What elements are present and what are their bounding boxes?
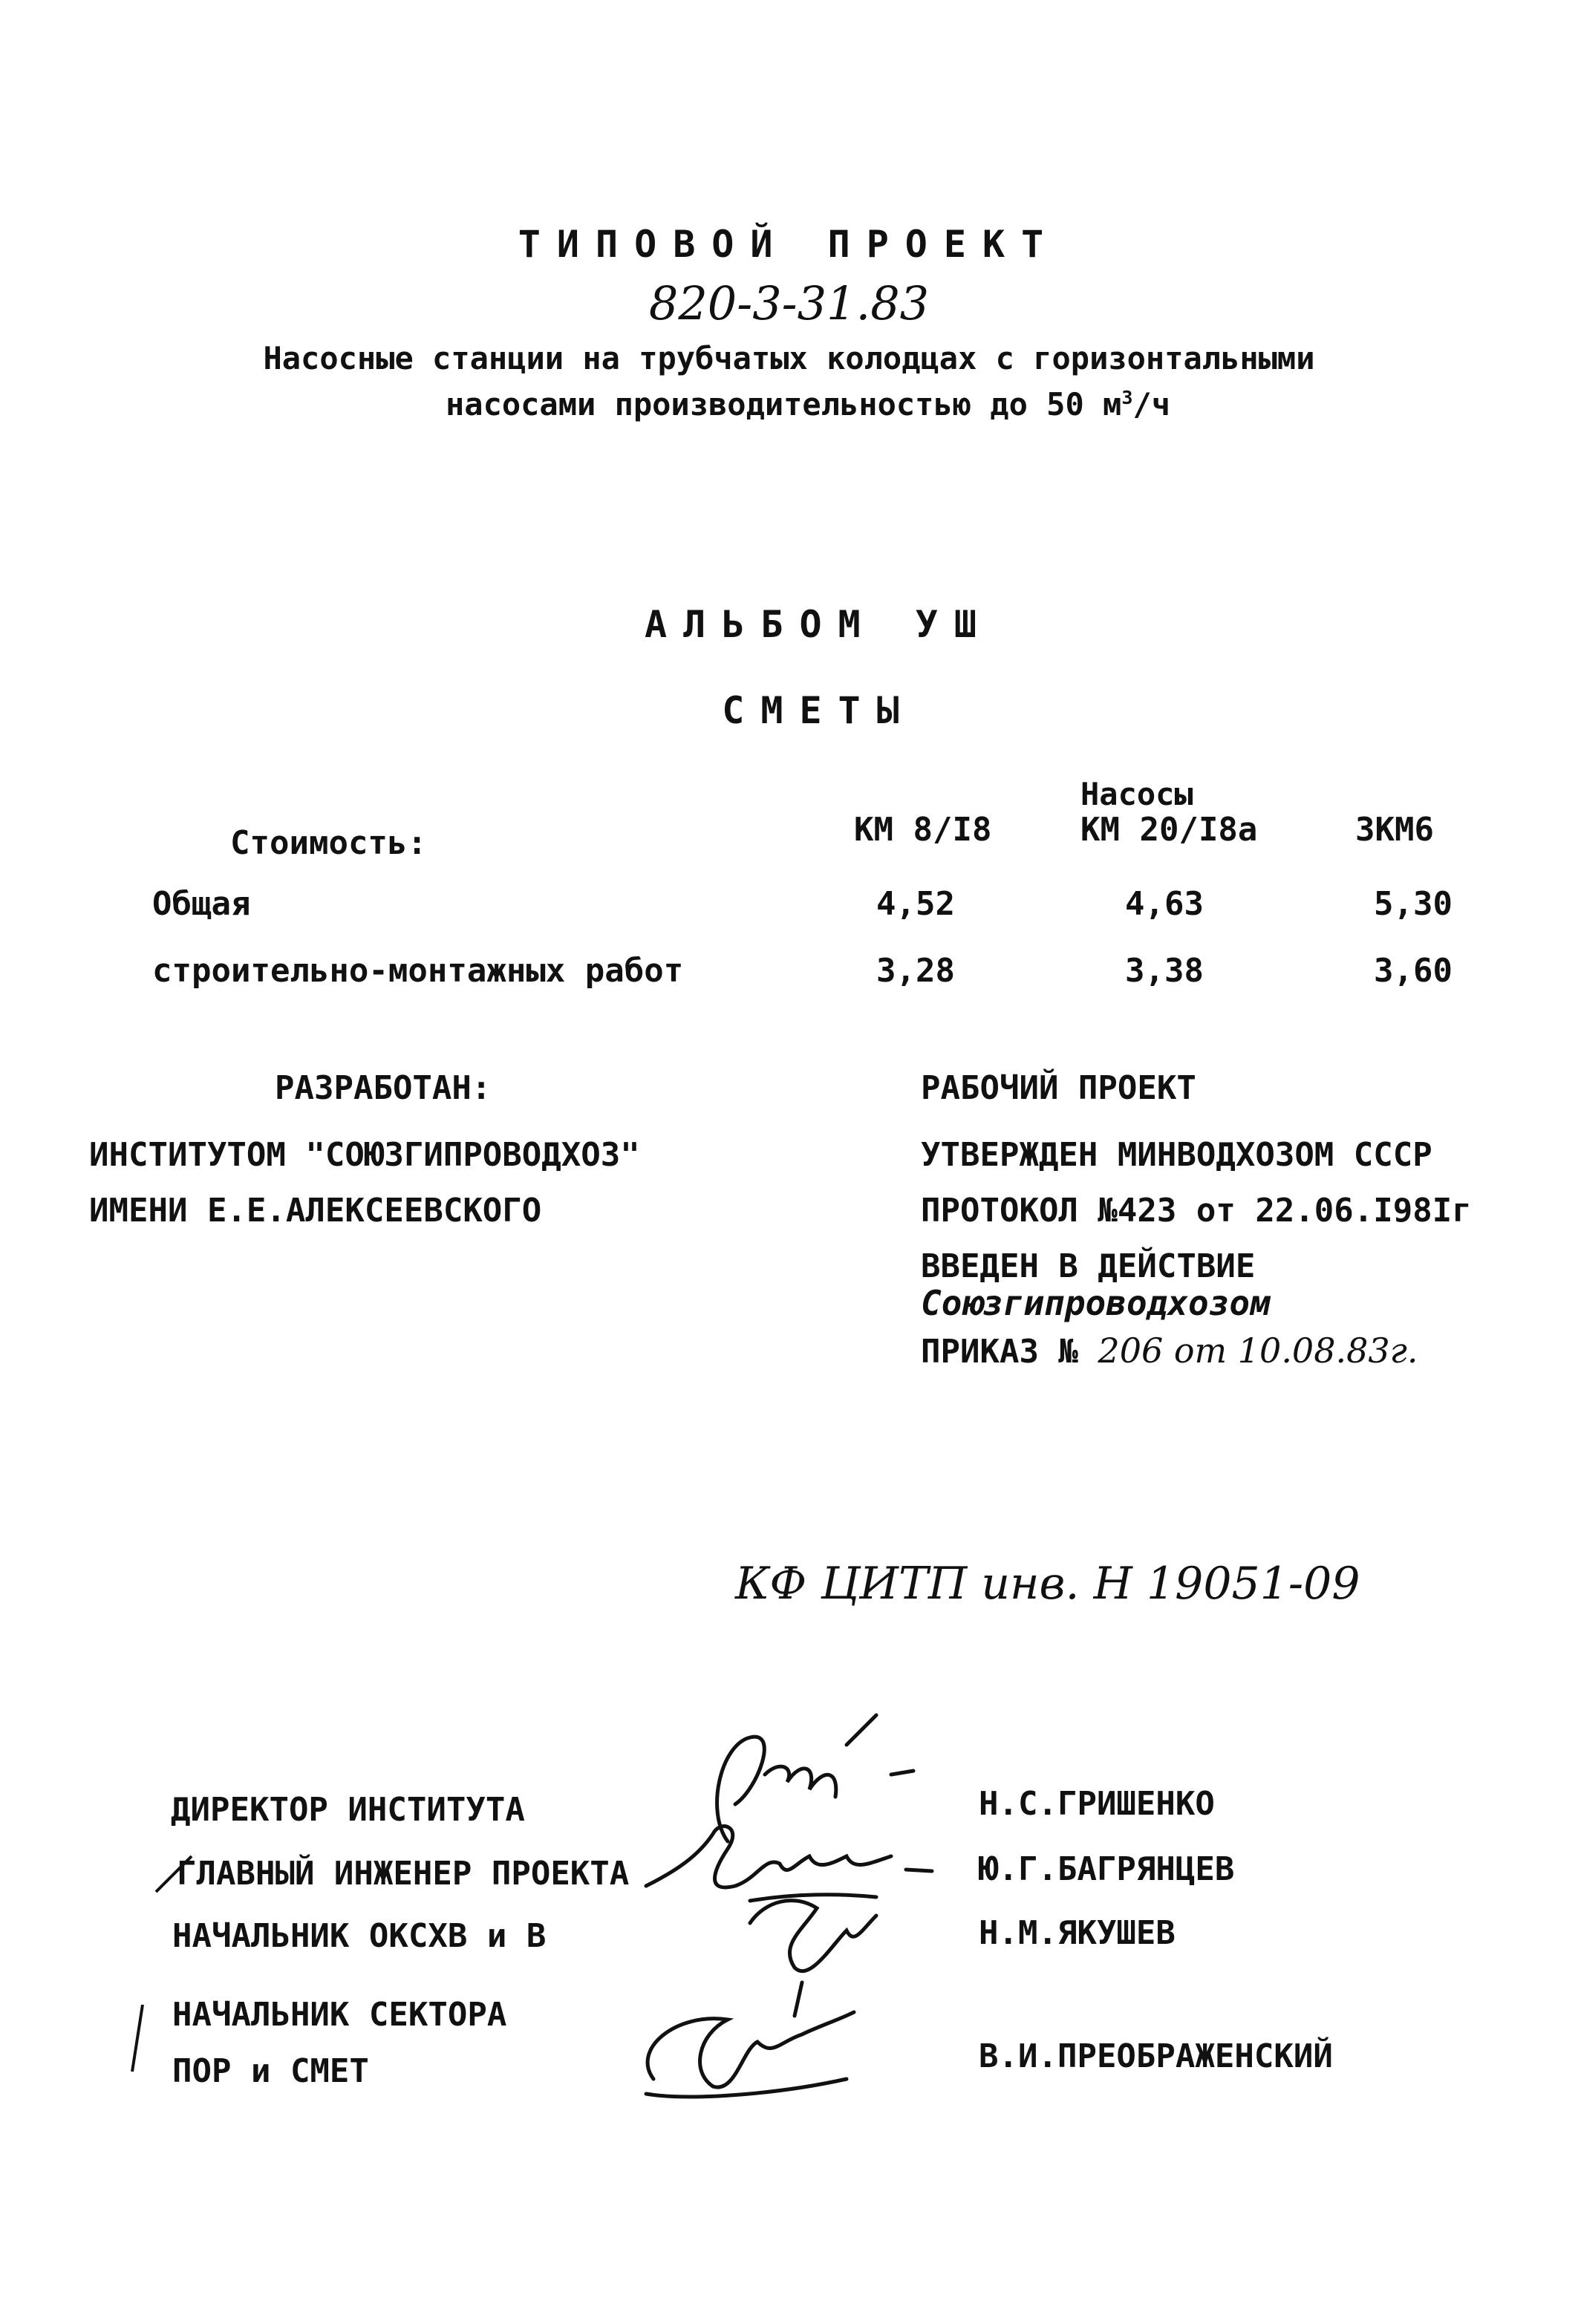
document-title: ТИПОВОЙ ПРОЕКТ — [518, 223, 1060, 266]
cost-value: 4,52 — [876, 885, 955, 923]
approval-line2: ПРОТОКОЛ №423 от 22.06.I98Iг — [921, 1192, 1472, 1230]
album-label: АЛЬБОМ УШ — [645, 603, 993, 646]
signatory-name-chief-engineer: Ю.Г.БАГРЯНЦЕВ — [979, 1850, 1235, 1888]
cost-row-label-total: Общая — [152, 885, 251, 923]
album-subtitle: СМЕТЫ — [722, 689, 916, 732]
developer-line2: ИМЕНИ Е.Е.АЛЕКСЕЕВСКОГО — [89, 1192, 542, 1230]
signatory-name-head-sector: В.И.ПРЕОБРАЖЕНСКИЙ — [979, 2037, 1333, 2075]
developer-line1: ИНСТИТУТОМ "СОЮЗГИПРОВОДХОЗ" — [89, 1136, 640, 1174]
signature-head-sector — [631, 1982, 899, 2116]
signatory-name-head-oksxv: Н.М.ЯКУШЕВ — [979, 1914, 1176, 1952]
signatory-name-director: Н.С.ГРИШЕНКО — [979, 1785, 1215, 1823]
signatory-role-head-sector-line2: ПОР и СМЕТ — [172, 2052, 369, 2090]
cost-value: 5,30 — [1374, 885, 1453, 923]
tick-mark — [132, 2005, 143, 2072]
cost-value: 3,38 — [1125, 952, 1204, 990]
developer-heading: РАЗРАБОТАН: — [275, 1069, 492, 1107]
approval-line4-handwritten: Союзгипроводхозом — [921, 1283, 1271, 1323]
signatory-role-chief-engineer: ГЛАВНЫЙ ИНЖЕНЕР ПРОЕКТА — [177, 1855, 630, 1893]
description-line2-superscript: 3 — [1121, 387, 1133, 408]
cost-row-label-construction: строительно-монтажных работ — [152, 952, 684, 990]
signatory-role-director: ДИРЕКТОР ИНСТИТУТА — [171, 1791, 525, 1829]
order-number-handwritten: 206 от 10.08.83г. — [1098, 1331, 1418, 1371]
cost-value: 3,60 — [1374, 952, 1453, 990]
signatory-role-head-oksxv: НАЧАЛЬНИК ОКСХВ и В — [172, 1917, 547, 1955]
cost-row-header: Стоимость: — [230, 824, 427, 862]
approval-line3: ВВЕДЕН В ДЕЙСТВИЕ — [921, 1247, 1256, 1285]
description-line2-unit: /ч — [1132, 386, 1171, 422]
cost-value: 4,63 — [1125, 885, 1204, 923]
description-line2-text: насосами производительностью до 50 м — [446, 386, 1122, 422]
inventory-note: КФ ЦИТП инв. Н 19051-09 — [735, 1558, 1360, 1610]
cost-value: 3,28 — [876, 952, 955, 990]
approval-line5 — [921, 1331, 1418, 1371]
approval-heading: РАБОЧИЙ ПРОЕКТ — [921, 1069, 1196, 1107]
approval-line1: УТВЕРЖДЕН МИНВОДХОЗОМ СССР — [921, 1136, 1432, 1174]
column-header-3km6: 3КМ6 — [1355, 811, 1434, 849]
signatory-role-head-sector-line1: НАЧАЛЬНИК СЕКТОРА — [172, 1996, 507, 2034]
project-description-line2 — [446, 386, 1170, 422]
project-number: 820-3-31.83 — [648, 276, 930, 330]
order-prefix: ПРИКАЗ № — [921, 1333, 1098, 1371]
pumps-group-header: Насосы — [1080, 776, 1193, 812]
column-header-km8: КМ 8/I8 — [854, 811, 992, 849]
project-description-line1: Насосные станции на трубчатых колодцах с горизонтальными — [263, 340, 1315, 376]
column-header-km20: КМ 20/I8а — [1080, 811, 1258, 849]
